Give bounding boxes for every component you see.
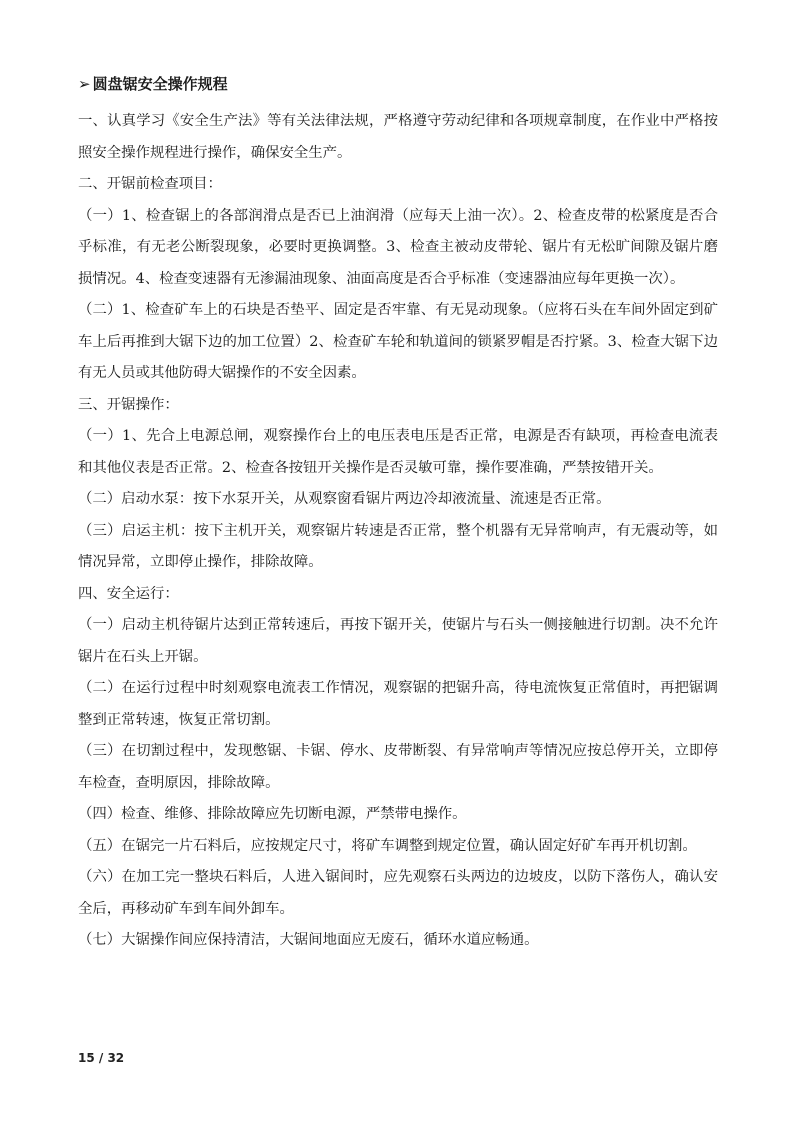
paragraph-pre-check-2: （二）1、检查矿车上的石块是否垫平、固定是否牢靠、有无晃动现象。（应将石头在车间外固定到矿车上后再推到大锯下边的加工位置）2、检查矿车轮和轨道间的锁紧罗帽是否拧紧。3、检查大锯下边有无人员或其他防碍大锯操作的不安全因素。 xyxy=(78,302,718,381)
paragraph-heading-start: 三、开锯操作： xyxy=(78,396,179,413)
paragraph-start-3: （三）启运主机：按下主机开关，观察锯片转速是否正常，整个机器有无异常响声，有无震动等，如情况异常，立即停止操作，排除故障。 xyxy=(78,522,718,570)
section-title-text: 圆盘锯安全操作规程 xyxy=(92,75,228,93)
paragraph-safe-run-7: （七）大锯操作间应保持清洁，大锯间地面应无废石，循环水道应畅通。 xyxy=(78,932,539,948)
paragraph-safe-run-4: （四）检查、维修、排除故障应先切断电源，严禁带电操作。 xyxy=(78,806,467,822)
paragraph-start-2: （二）启动水泵：按下水泵开关，从观察窗看锯片两边冷却液流量、流速是否正常。 xyxy=(78,491,611,507)
paragraph-start-1: （一）1、先合上电源总闸，观察操作台上的电压表电压是否正常，电源是否有缺项，再检查电流表和其他仪表是否正常。2、检查各按钮开关操作是否灵敏可靠，操作要准确，严禁按错开关。 xyxy=(78,428,718,476)
paragraph-safe-run-5: （五）在锯完一片石料后，应按规定尺寸，将矿车调整到规定位置，确认固定好矿车再开机切割。 xyxy=(78,837,697,854)
section-title xyxy=(78,74,718,94)
paragraph-pre-check-1: （一）1、检查锯上的各部润滑点是否已上油润滑（应每天上油一次）。2、检查皮带的松紧度是否合乎标准，有无老公断裂现象，必要时更换调整。3、检查主被动皮带轮、锯片有无松旷间隙及锯片磨损情况。4、检查变速器有无渗漏油现象、油面高度是否合乎标准（变速器油应每年更换一次）。 xyxy=(78,207,718,287)
paragraph-safe-run-6: （六）在加工完一整块石料后，人进入锯间时，应先观察石头两边的边坡皮，以防下落伤人，确认安全后，再移动矿车到车间外卸车。 xyxy=(78,869,718,917)
document-body xyxy=(78,74,718,957)
page-number: 15 / 32 xyxy=(78,1051,125,1065)
paragraph-safe-run-3: （三）在切割过程中，发现憋锯、卡锯、停水、皮带断裂、有异常响声等情况应按总停开关，立即停车检查，查明原因，排除故障。 xyxy=(78,743,718,791)
paragraph-safe-run-2: （二）在运行过程中时刻观察电流表工作情况，观察锯的把锯升高，待电流恢复正常值时，再把锯调整到正常转速，恢复正常切割。 xyxy=(78,680,718,728)
paragraph-heading-safe-run: 四、安全运行： xyxy=(78,585,179,602)
arrow-bullet-icon: ➢ xyxy=(78,75,91,93)
paragraph-intro: 一、认真学习《安全生产法》等有关法律法规，严格遵守劳动纪律和各项规章制度，在作业中严格按照安全操作规程进行操作，确保安全生产。 xyxy=(78,113,718,161)
paragraph-safe-run-1: （一）启动主机待锯片达到正常转速后，再按下锯开关，使锯片与石头一侧接触进行切割。决不允许锯片在石头上开锯。 xyxy=(78,617,718,665)
paragraph-heading-pre-check: 二、开锯前检查项目： xyxy=(78,176,222,192)
